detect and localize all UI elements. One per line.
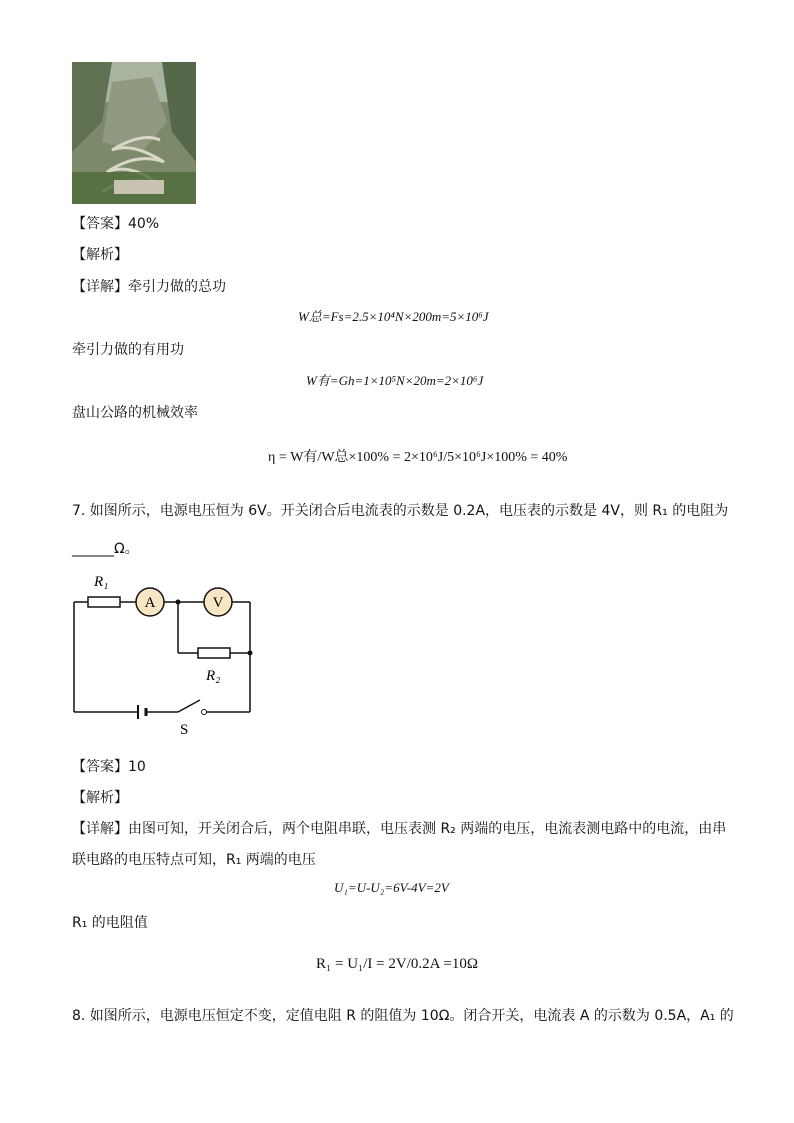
resistance-label: R₁ 的电阻值 — [72, 915, 148, 931]
answer-label: 【答案】40% — [72, 216, 160, 232]
question-8-stem: 8. 如图所示，电源电压恒定不变，定值电阻 R 的阻值为 10Ω。闭合开关，电流表 A 的示数为 0.5A，A₁ 的 — [72, 1008, 734, 1024]
voltmeter-label: V — [212, 595, 224, 611]
mountain-road-photo — [72, 62, 196, 204]
switch-label: S — [180, 722, 189, 738]
q7-detail-line-2: 联电路的电压特点可知，R₁ 两端的电压 — [72, 852, 316, 868]
detail-label: 【详解】牵引力做的总功 — [72, 279, 226, 295]
voltage-equation: U₁=U-U₂=6V-4V=2V — [334, 880, 449, 895]
q7-detail-line-1: 【详解】由图可知，开关闭合后，两个电阻串联，电压表测 R₂ 两端的电压，电流表测电路中的电流，由串 — [72, 821, 727, 837]
efficiency-label: 盘山公路的机械效率 — [72, 405, 198, 421]
useful-work-equation: W有=Gh=1×10⁵N×20m=2×10⁶J — [306, 373, 484, 388]
total-work-equation: W总=Fs=2.5×10⁴N×200m=5×10⁶J — [298, 309, 489, 324]
efficiency-equation: η = W有/W总×100% = 2×10⁶J/5×10⁶J×100% = 40% — [268, 450, 568, 465]
r1-label: R₁ — [94, 574, 109, 590]
useful-work-label: 牵引力做的有用功 — [72, 342, 184, 358]
question-7-blank: ______Ω。 — [72, 541, 139, 557]
q7-answer-label: 【答案】10 — [72, 759, 146, 775]
ammeter-label: A — [144, 595, 156, 611]
r2-label: R₂ — [206, 668, 221, 684]
analysis-label: 【解析】 — [72, 247, 128, 263]
question-7-stem: 7. 如图所示，电源电压恒为 6V。开关闭合后电流表的示数是 0.2A，电压表的示数是 4V，则 R₁ 的电阻为 — [72, 503, 729, 519]
resistance-equation: R₁ = U₁/I = 2V/0.2A =10Ω — [316, 956, 478, 972]
q7-analysis-label: 【解析】 — [72, 790, 128, 806]
circuit-diagram — [60, 566, 270, 746]
